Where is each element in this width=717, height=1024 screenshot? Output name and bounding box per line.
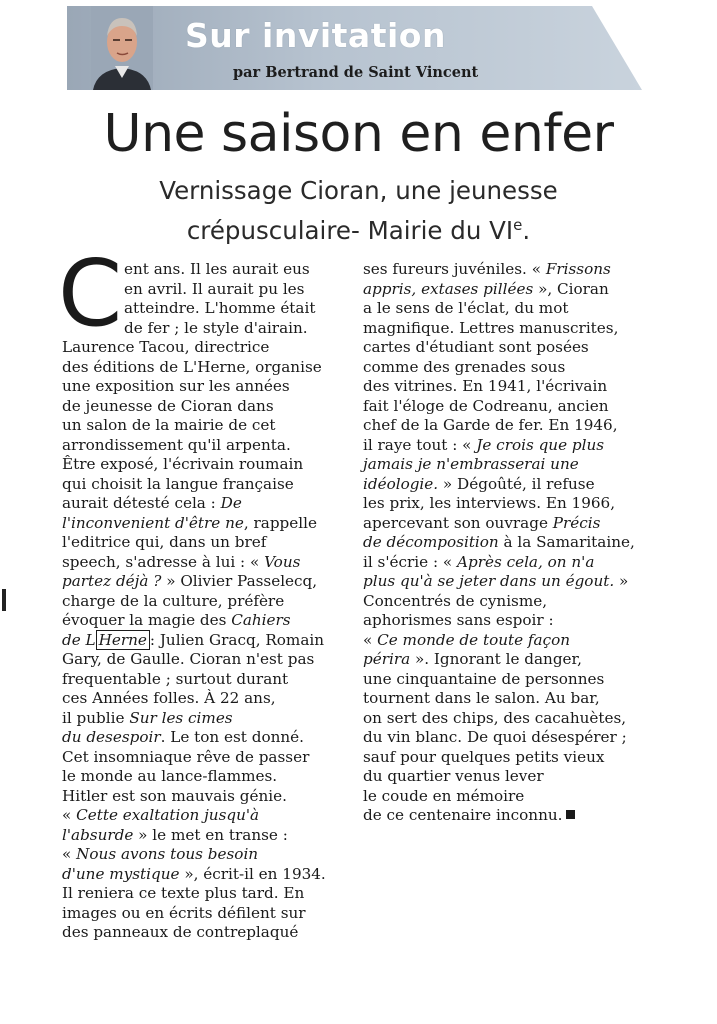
text-line: fait l'éloge de Codreanu, ancien [363, 396, 609, 415]
text-line: du quartier venus lever [363, 767, 544, 785]
text-line: « Nous avons tous besoin [62, 845, 259, 863]
article-column-1 [58, 240, 352, 943]
text-line: évoquer la magie des Cahiers [62, 611, 291, 629]
text-line: de fer ; le style d'airain. [124, 318, 308, 337]
text-line: de décomposition à la Samaritaine, [363, 533, 635, 551]
text-line: frequentable ; surtout durant [62, 669, 289, 688]
text-line: qui choisit la langue française [62, 474, 294, 493]
subhead-line-2: crépusculaire- Mairie du VIe. [186, 216, 531, 246]
text-line: Hitler est son mauvais génie. [62, 786, 287, 805]
text-line: plus qu'à se jeter dans un égout. » [363, 572, 629, 590]
text-line: sauf pour quelques petits vieux [363, 747, 605, 766]
text-line: images ou en écrits défilent sur [62, 903, 306, 922]
article-column-2 [363, 260, 663, 826]
subhead-line-1: Vernissage Cioran, une jeunesse [159, 176, 558, 205]
text-line: de ce centenaire inconnu. [363, 806, 663, 826]
text-line: l'editrice qui, dans un bref [62, 533, 267, 551]
text-line: un salon de la mairie de cet [62, 416, 276, 434]
text-line: apercevant son ouvrage Précis [363, 513, 601, 532]
banner-corner-cut [592, 6, 642, 90]
text-line: des panneaux de contreplaqué [62, 923, 299, 941]
text-line: il publie Sur les cimes [62, 708, 233, 727]
text-line: une cinquantaine de personnes [363, 669, 605, 688]
text-line: cartes d'étudiant sont posées [363, 338, 589, 356]
text-line: les prix, les interviews. En 1966, [363, 494, 616, 512]
text-line: aurait détesté cela : De [62, 494, 242, 512]
text-line: de jeunesse de Cioran dans [62, 396, 274, 415]
text-line: partez déjà ? » Olivier Passelecq, [62, 572, 318, 590]
text-line: des vitrines. En 1941, l'écrivain [363, 377, 608, 395]
text-line: du desespoir. Le ton est donné. [62, 728, 304, 746]
text-line: Cet insomniaque rêve de passer [62, 747, 310, 766]
text-line: d'une mystique », écrit-il en 1934. [62, 864, 326, 883]
text-line: du vin blanc. De quoi désespérer ; [363, 728, 627, 746]
text-line: des éditions de L'Herne, organise [62, 357, 322, 376]
text-line: aphorismes sans espoir : [363, 611, 554, 629]
text-line: de L Herne : Julien Gracq, Romain [62, 630, 325, 649]
text-line: magnifique. Lettres manuscrites, [363, 318, 619, 337]
end-mark-icon [566, 810, 575, 819]
text-line: on sert des chips, des cacahuètes, [363, 708, 627, 727]
text-line: jamais je n'embrasserai une [363, 455, 579, 473]
text-line: Concentrés de cynisme, [363, 591, 548, 610]
text-line: tournent dans le salon. Au bar, [363, 689, 600, 707]
text-line: ent ans. Il les aurait eus [124, 260, 310, 278]
text-line: atteindre. L'homme était [124, 299, 316, 317]
column-title: Sur invitation [185, 16, 446, 55]
text-line: comme des grenades sous [363, 357, 566, 376]
text-line: appris, extases pillées », Cioran [363, 279, 609, 298]
headline: Une saison en enfer [103, 104, 614, 164]
text-line: charge de la culture, préfère [62, 591, 285, 610]
byline: par Bertrand de Saint Vincent [233, 64, 479, 81]
text-line: l'inconvenient d'être ne, rappelle [62, 513, 317, 532]
margin-mark [2, 589, 6, 611]
text-line: il s'écrie : « Après cela, on n'a [363, 552, 595, 571]
text-line: périra ». Ignorant le danger, [363, 650, 582, 668]
text-line: Gary, de Gaulle. Cioran n'est pas [62, 650, 315, 668]
subheadline [0, 174, 717, 248]
text-line: Être exposé, l'écrivain roumain [62, 455, 304, 473]
text-line: speech, s'adresse à lui : « Vous [62, 552, 301, 571]
text-line: « Cette exaltation jusqu'à [62, 806, 260, 824]
drop-cap: C [58, 240, 123, 347]
text-line: a le sens de l'éclat, du mot [363, 299, 569, 317]
text-line: le monde au lance-flammes. [62, 767, 278, 785]
text-line: chef de la Garde de fer. En 1946, [363, 416, 618, 434]
text-line: ses fureurs juvéniles. « Frissons [363, 260, 611, 278]
text-line: Laurence Tacou, directrice [62, 338, 270, 356]
author-portrait-icon [91, 6, 153, 90]
text-line: il raye tout : « Je crois que plus [363, 435, 605, 454]
text-line: en avril. Il aurait pu les [124, 279, 305, 298]
column-banner [67, 6, 642, 90]
text-line: arrondissement qu'il arpenta. [62, 435, 291, 454]
text-line: le coude en mémoire [363, 786, 525, 805]
text-line: ces Années folles. À 22 ans, [62, 689, 276, 707]
text-line: idéologie. » Dégoûté, il refuse [363, 474, 595, 493]
text-line: une exposition sur les années [62, 377, 290, 395]
text-line: Il reniera ce texte plus tard. En [62, 884, 305, 902]
text-line: l'absurde » le met en transe : [62, 825, 288, 844]
text-line: « Ce monde de toute façon [363, 630, 571, 649]
